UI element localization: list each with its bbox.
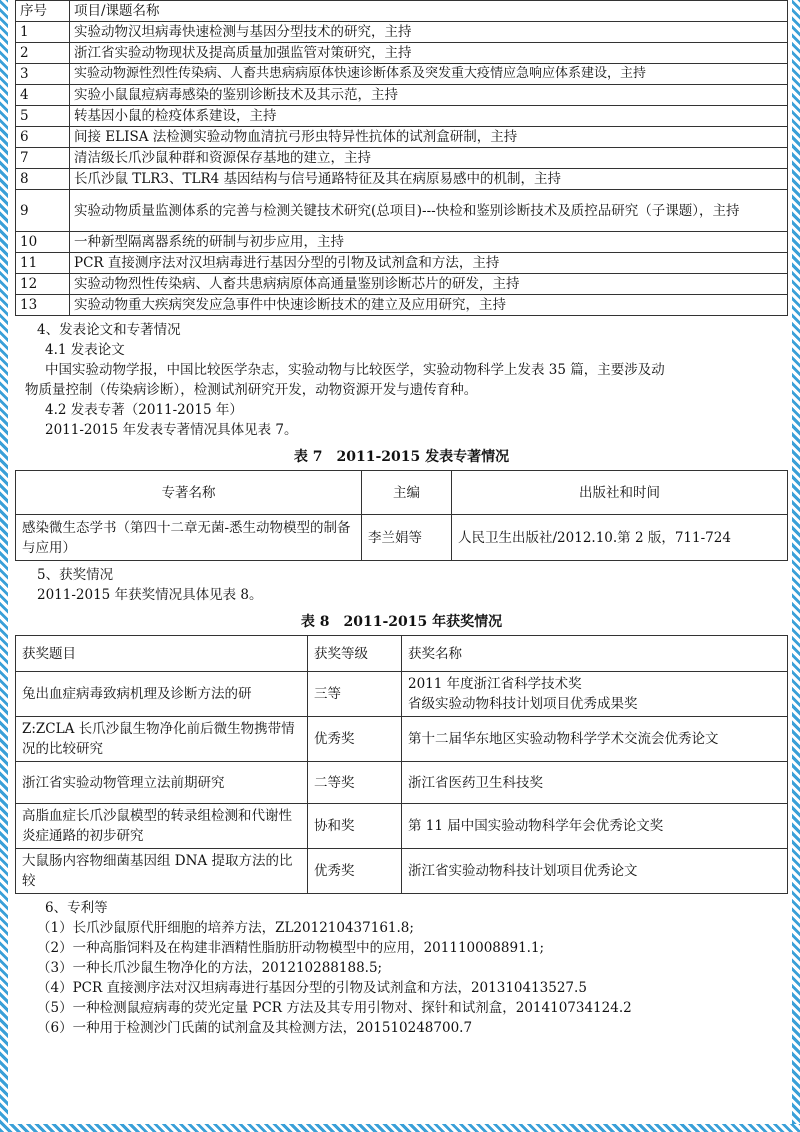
paragraph-line: 物质量控制（传染病诊断），检测试剂研究开发，动物资源开发与遗传育种。 bbox=[25, 382, 478, 398]
page-border-left bbox=[0, 0, 8, 1132]
project-name: 浙江省实验动物现状及提高质量加强监管对策研究，主持 bbox=[70, 43, 788, 64]
project-name: 实验动物汉坦病毒快速检测与基因分型技术的研究，主持 bbox=[70, 22, 788, 43]
award-level: 优秀奖 bbox=[308, 717, 402, 762]
table7-caption: 表 7 2011-2015 发表专著情况 bbox=[293, 449, 510, 465]
patent-item: （2）一种高脂饲料及在构建非酒精性脂肪肝动物模型中的应用，201110008891.1; bbox=[37, 940, 545, 956]
project-name: 清洁级长爪沙鼠种群和资源保存基地的建立，主持 bbox=[70, 148, 788, 169]
table-header-row bbox=[16, 471, 788, 515]
table-row bbox=[16, 515, 788, 561]
section-publications bbox=[15, 320, 788, 440]
award-name: 2011 年度浙江省科学技术奖 省级实验动物科技计划项目优秀成果奖 bbox=[402, 672, 788, 717]
subsection-heading: 4.1 发表论文 bbox=[45, 342, 125, 358]
project-name: 实验动物烈性传染病、人畜共患病病原体高通量鉴别诊断芯片的研发，主持 bbox=[70, 274, 788, 295]
project-name: 转基因小鼠的检疫体系建设，主持 bbox=[70, 106, 788, 127]
project-name: 实验动物重大疾病突发应急事件中快速诊断技术的建立及应用研究，主持 bbox=[70, 295, 788, 316]
row-number: 1 bbox=[16, 22, 70, 43]
table-row bbox=[16, 717, 788, 762]
award-name: 浙江省医药卫生科技奖 bbox=[402, 762, 788, 804]
awards-table bbox=[15, 635, 788, 894]
award-title: 浙江省实验动物管理立法前期研究 bbox=[16, 762, 308, 804]
row-number: 8 bbox=[16, 169, 70, 190]
table-row bbox=[16, 849, 788, 894]
section-heading: 4、发表论文和专著情况 bbox=[37, 322, 181, 338]
header-cell: 出版社和时间 bbox=[452, 471, 788, 515]
header-cell: 主编 bbox=[362, 471, 452, 515]
award-level: 二等奖 bbox=[308, 762, 402, 804]
table-row bbox=[16, 295, 788, 316]
award-level: 三等 bbox=[308, 672, 402, 717]
monograph-title: 感染微生态学书（第四十二章无菌-悉生动物模型的制备与应用） bbox=[16, 515, 362, 561]
header-cell: 专著名称 bbox=[16, 471, 362, 515]
table-header-row bbox=[16, 1, 788, 22]
table-row bbox=[16, 22, 788, 43]
award-title: 兔出血症病毒致病机理及诊断方法的研 bbox=[16, 672, 308, 717]
table-row bbox=[16, 148, 788, 169]
table-row bbox=[16, 253, 788, 274]
patent-item: （6）一种用于检测沙门氏菌的试剂盒及其检测方法，201510248700.7 bbox=[37, 1020, 473, 1036]
row-number: 2 bbox=[16, 43, 70, 64]
table-row bbox=[16, 169, 788, 190]
table-header-row bbox=[16, 636, 788, 672]
monograph-publisher: 人民卫生出版社/2012.10.第 2 版，711-724 bbox=[452, 515, 788, 561]
row-number: 5 bbox=[16, 106, 70, 127]
award-title: Z:ZCLA 长爪沙鼠生物净化前后微生物携带情况的比较研究 bbox=[16, 717, 308, 762]
page-border-bottom bbox=[0, 1124, 800, 1132]
section-awards bbox=[15, 565, 788, 605]
table-row bbox=[16, 274, 788, 295]
row-number: 4 bbox=[16, 85, 70, 106]
paragraph-line: 中国实验动物学报，中国比较医学杂志，实验动物与比较医学，实验动物科学上发表 35 篇，主要涉及动 bbox=[45, 362, 665, 378]
table-row bbox=[16, 232, 788, 253]
section-heading: 6、专利等 bbox=[45, 900, 108, 916]
document-body bbox=[15, 0, 788, 1038]
table8-caption: 表 8 2011-2015 年获奖情况 bbox=[300, 614, 503, 630]
patent-item: （1）长爪沙鼠原代肝细胞的培养方法，ZL201210437161.8; bbox=[37, 920, 414, 936]
section-heading: 5、获奖情况 bbox=[37, 567, 114, 583]
project-name: 长爪沙鼠 TLR3、TLR4 基因结构与信号通路特征及其在病原易感中的机制，主持 bbox=[70, 169, 788, 190]
award-level: 协和奖 bbox=[308, 804, 402, 849]
award-title: 高脂血症长爪沙鼠模型的转录组检测和代谢性炎症通路的初步研究 bbox=[16, 804, 308, 849]
page-border-right bbox=[792, 0, 800, 1132]
monographs-table bbox=[15, 470, 788, 561]
project-name: 实验动物源性烈性传染病、人畜共患病病原体快速诊断体系及突发重大疫情应急响应体系建设，主持 bbox=[70, 64, 788, 85]
row-number: 7 bbox=[16, 148, 70, 169]
header-cell: 序号 bbox=[16, 1, 70, 22]
row-number: 6 bbox=[16, 127, 70, 148]
header-cell: 项目/课题名称 bbox=[70, 1, 788, 22]
award-title: 大鼠肠内容物细菌基因组 DNA 提取方法的比较 bbox=[16, 849, 308, 894]
row-number: 13 bbox=[16, 295, 70, 316]
table-row bbox=[16, 64, 788, 85]
header-cell: 获奖题目 bbox=[16, 636, 308, 672]
table-row bbox=[16, 106, 788, 127]
patent-item: （3）一种长爪沙鼠生物净化的方法，201210288188.5; bbox=[37, 960, 383, 976]
section-patents bbox=[15, 898, 788, 1038]
project-name: PCR 直接测序法对汉坦病毒进行基因分型的引物及试剂盒和方法，主持 bbox=[70, 253, 788, 274]
project-name: 一种新型隔离器系统的研制与初步应用，主持 bbox=[70, 232, 788, 253]
row-number: 3 bbox=[16, 64, 70, 85]
table-row bbox=[16, 43, 788, 64]
table-row bbox=[16, 762, 788, 804]
row-number: 12 bbox=[16, 274, 70, 295]
subsection-heading: 4.2 发表专著（2011-2015 年） bbox=[45, 402, 243, 418]
table-row bbox=[16, 672, 788, 717]
patent-item: （5）一种检测鼠痘病毒的荧光定量 PCR 方法及其专用引物对、探针和试剂盒，201410734124.2 bbox=[37, 1000, 632, 1016]
projects-table bbox=[15, 0, 788, 316]
project-name: 实验动物质量监测体系的完善与检测关键技术研究(总项目)---快检和鉴别诊断技术及质控品研究（子课题），主持 bbox=[70, 190, 788, 232]
row-number: 9 bbox=[16, 190, 70, 232]
paragraph: 2011-2015 年发表专著情况具体见表 7。 bbox=[45, 422, 298, 438]
patent-item: （4）PCR 直接测序法对汉坦病毒进行基因分型的引物及试剂盒和方法，201310413527.5 bbox=[37, 980, 587, 996]
award-name: 第 11 届中国实验动物科学年会优秀论文奖 bbox=[402, 804, 788, 849]
award-name: 第十二届华东地区实验动物科学学术交流会优秀论文 bbox=[402, 717, 788, 762]
table-row bbox=[16, 190, 788, 232]
row-number: 11 bbox=[16, 253, 70, 274]
award-level: 优秀奖 bbox=[308, 849, 402, 894]
table-row bbox=[16, 85, 788, 106]
table-row bbox=[16, 127, 788, 148]
project-name: 间接 ELISA 法检测实验动物血清抗弓形虫特异性抗体的试剂盒研制，主持 bbox=[70, 127, 788, 148]
header-cell: 获奖等级 bbox=[308, 636, 402, 672]
table-row bbox=[16, 804, 788, 849]
project-name: 实验小鼠鼠痘病毒感染的鉴别诊断技术及其示范，主持 bbox=[70, 85, 788, 106]
paragraph: 2011-2015 年获奖情况具体见表 8。 bbox=[37, 587, 263, 603]
monograph-editor: 李兰娟等 bbox=[362, 515, 452, 561]
award-name: 浙江省实验动物科技计划项目优秀论文 bbox=[402, 849, 788, 894]
header-cell: 获奖名称 bbox=[402, 636, 788, 672]
row-number: 10 bbox=[16, 232, 70, 253]
